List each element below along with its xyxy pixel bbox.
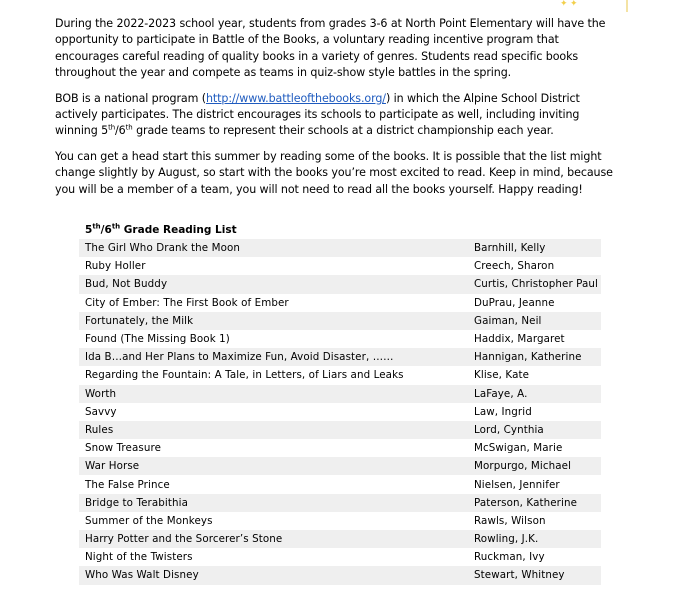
book-author: Ruckman, Ivy	[474, 551, 545, 564]
program-paragraph	[55, 91, 625, 140]
book-title: Summer of the Monkeys	[85, 514, 213, 527]
title-grade-6: /6	[100, 224, 112, 236]
table-row	[79, 366, 601, 384]
table-row	[79, 348, 601, 366]
book-title: Regarding the Fountain: A Tale, in Letters, of Liars and Leaks	[85, 369, 404, 382]
book-title: Bridge to Terabithia	[85, 496, 188, 509]
program-text-end: grade teams to represent their schools at a district championship each year.	[132, 124, 554, 138]
book-author: Rawls, Wilson	[474, 514, 546, 527]
document-body	[55, 16, 625, 207]
book-title: The Girl Who Drank the Moon	[85, 242, 241, 255]
book-title: Rules	[85, 423, 114, 436]
book-title: City of Ember: The First Book of Ember	[85, 296, 289, 309]
table-row	[79, 475, 601, 493]
book-author: Klise, Kate	[474, 369, 530, 382]
book-author: DuPrau, Jeanne	[474, 296, 555, 309]
head-start-paragraph: You can get a head start this summer by reading some of the books. It is possible that the list might change slightly by August, so start with the books you’re most excited to read. Keep in mind, because you will be a member of a team, you will not need to read all the books yourself. Happy reading!	[55, 149, 613, 196]
table-row	[79, 457, 601, 475]
book-author: Paterson, Katherine	[474, 496, 578, 509]
book-title: Snow Treasure	[85, 442, 162, 455]
book-author: Lord, Cynthia	[474, 423, 544, 436]
program-text-slash: /6	[115, 124, 126, 138]
table-row	[79, 512, 601, 530]
title-text: Grade Reading List	[120, 224, 237, 236]
book-author: Nielsen, Jennifer	[474, 478, 560, 491]
book-title: Fortunately, the Milk	[85, 314, 194, 327]
battle-of-books-link[interactable]: http://www.battleofthebooks.org/	[206, 91, 386, 105]
table-row	[79, 330, 601, 348]
table-row	[79, 312, 601, 330]
table-row	[79, 239, 601, 257]
table-row	[79, 421, 601, 439]
program-text-start: BOB is a national program (	[55, 91, 206, 105]
book-author: Morpurgo, Michael	[474, 460, 572, 473]
book-title: Who Was Walt Disney	[85, 569, 199, 582]
book-title: Harry Potter and the Sorcerer’s Stone	[85, 533, 283, 546]
book-author: Gaiman, Neil	[474, 314, 542, 327]
intro-paragraph: During the 2022-2023 school year, students from grades 3-6 at North Point Elementary will have the opportunity to participate in Battle of the Books, a voluntary reading incentive program that encourages careful reading of quality books in a variety of genres. Students read specific books throughout the year and compete as teams in quiz-show style battles in the spring.	[55, 17, 606, 80]
book-author: McSwigan, Marie	[474, 442, 563, 455]
book-title: Ruby Holler	[85, 260, 146, 273]
superscript-th: th	[108, 123, 116, 132]
table-row	[79, 548, 601, 566]
table-row	[79, 275, 601, 293]
book-author: Barnhill, Kelly	[474, 242, 546, 255]
book-title: The False Prince	[85, 478, 170, 491]
book-author: LaFaye, A.	[474, 387, 528, 400]
book-author: Rowling, J.K.	[474, 533, 539, 546]
book-author: Haddix, Margaret	[474, 333, 565, 346]
table-row	[79, 403, 601, 421]
table-row	[79, 385, 601, 403]
table-row	[79, 530, 601, 548]
book-author: Stewart, Whitney	[474, 569, 565, 582]
book-author: Creech, Sharon	[474, 260, 555, 273]
book-title: Worth	[85, 387, 117, 400]
table-row	[79, 494, 601, 512]
superscript-th: th	[111, 222, 121, 231]
decorative-sparkle-icon: ✦ ✦	[560, 0, 578, 6]
table-row	[79, 566, 601, 584]
superscript-th: th	[92, 222, 101, 231]
book-title: War Horse	[85, 460, 140, 473]
book-author: Hannigan, Katherine	[474, 351, 582, 364]
superscript-th: th	[125, 123, 133, 132]
book-title: Night of the Twisters	[85, 551, 193, 564]
book-author: Curtis, Christopher Paul	[474, 278, 599, 291]
book-title: Ida B…and Her Plans to Maximize Fun, Avoid Disaster, ……	[85, 351, 394, 364]
table-row	[79, 257, 601, 275]
book-title: Savvy	[85, 405, 117, 418]
book-author: Law, Ingrid	[474, 405, 532, 418]
reading-list-table	[79, 222, 601, 585]
decorative-divider	[626, 0, 628, 12]
program-text-mid: ) in which the Alpine School District actively participates. The district encourages its schools to participate as well, including inviting winning 5	[55, 91, 580, 138]
reading-list-title	[79, 222, 601, 239]
book-title: Found (The Missing Book 1)	[85, 333, 230, 346]
book-title: Bud, Not Buddy	[85, 278, 168, 291]
title-grade-5: 5	[85, 224, 93, 236]
table-row	[79, 294, 601, 312]
book-rows	[79, 239, 601, 585]
table-row	[79, 439, 601, 457]
